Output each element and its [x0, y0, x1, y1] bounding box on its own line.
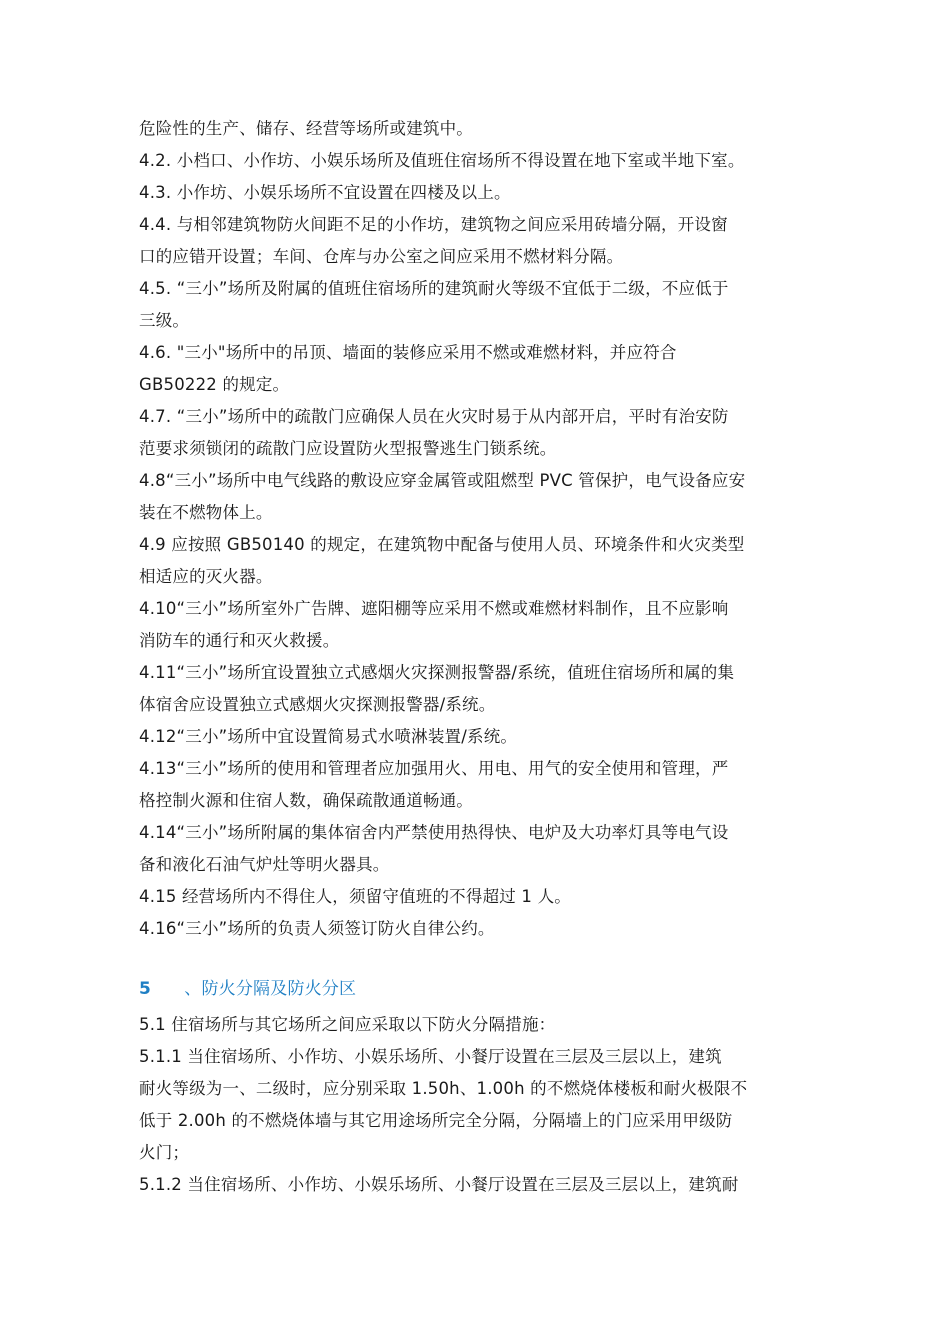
text-line: 4.13“三小”场所的使用和管理者应加强用火、用电、用气的安全使用和管理，严: [139, 759, 729, 778]
text-line: 范要求须锁闭的疏散门应设置防火型报警逃生门锁系统。: [139, 439, 557, 458]
text-line: 5.1.2 当住宿场所、小作坊、小娱乐场所、小餐厅设置在三层及三层以上，建筑耐: [139, 1175, 739, 1194]
text-line: 4.2. 小档口、小作坊、小娱乐场所及值班住宿场所不得设置在地下室或半地下室。: [139, 151, 745, 170]
text-line: 4.3. 小作坊、小娱乐场所不宜设置在四楼及以上。: [139, 183, 511, 202]
text-line: 4.5. “三小”场所及附属的值班住宿场所的建筑耐火等级不宜低于二级，不应低于: [139, 279, 729, 298]
text-line: 体宿舍应设置独立式感烟火灾探测报警器/系统。: [139, 695, 496, 714]
text-line: 4.6. "三小"场所中的吊顶、墙面的装修应采用不燃或难燃材料，并应符合: [139, 343, 677, 362]
text-line: GB50222 的规定。: [139, 375, 290, 394]
text-line: 4.9 应按照 GB50140 的规定，在建筑物中配备与使用人员、环境条件和火灾类型: [139, 535, 745, 554]
text-line: 4.10“三小”场所室外广告牌、遮阳棚等应采用不燃或难燃材料制作，且不应影响: [139, 599, 729, 618]
text-line: 三级。: [139, 311, 190, 330]
text-line: 5.1.1 当住宿场所、小作坊、小娱乐场所、小餐厅设置在三层及三层以上，建筑: [139, 1047, 722, 1066]
text-line: 4.7. “三小”场所中的疏散门应确保人员在火灾时易于从内部开启，平时有治安防: [139, 407, 729, 426]
section-heading: [139, 978, 829, 1000]
text-line: 口的应错开设置；车间、仓库与办公室之间应采用不燃材料分隔。: [139, 247, 624, 266]
text-line: 4.16“三小”场所的负责人须签订防火自律公约。: [139, 919, 495, 938]
text-line: 低于 2.00h 的不燃烧体墙与其它用途场所完全分隔，分隔墙上的门应采用甲级防: [139, 1111, 733, 1130]
text-line: 火门；: [139, 1143, 190, 1162]
text-line: 消防车的通行和灭火救援。: [139, 631, 340, 650]
text-line: 4.12“三小”场所中宜设置简易式水喷淋装置/系统。: [139, 727, 518, 746]
section-title: 、防火分隔及防火分区: [184, 979, 357, 999]
text-line: 5.1 住宿场所与其它场所之间应采取以下防火分隔措施：: [139, 1015, 556, 1034]
text-line: 危险性的生产、储存、经营等场所或建筑中。: [139, 119, 473, 138]
text-line: 备和液化石油气炉灶等明火器具。: [139, 855, 390, 874]
text-line: 4.8“三小”场所中电气线路的敷设应穿金属管或阻燃型 PVC 管保护，电气设备应安: [139, 471, 746, 490]
text-line: 耐火等级为一、二级时，应分别采取 1.50h、1.00h 的不燃烧体楼板和耐火极限不: [139, 1079, 748, 1098]
text-line: 4.14“三小”场所附属的集体宿舍内严禁使用热得快、电炉及大功率灯具等电气设: [139, 823, 729, 842]
text-line: 4.15 经营场所内不得住人，须留守值班的不得超过 1 人。: [139, 887, 571, 906]
text-line: 4.11“三小”场所宜设置独立式感烟火灾探测报警器/系统，值班住宿场所和属的集: [139, 663, 735, 682]
section-number: 5: [139, 979, 152, 999]
text-line: 装在不燃物体上。: [139, 503, 273, 522]
text-line: 相适应的灭火器。: [139, 567, 273, 586]
text-line: 格控制火源和住宿人数，确保疏散通道畅通。: [139, 791, 473, 810]
text-line: 4.4. 与相邻建筑物防火间距不足的小作坊，建筑物之间应采用砖墙分隔，开设窗: [139, 215, 728, 234]
